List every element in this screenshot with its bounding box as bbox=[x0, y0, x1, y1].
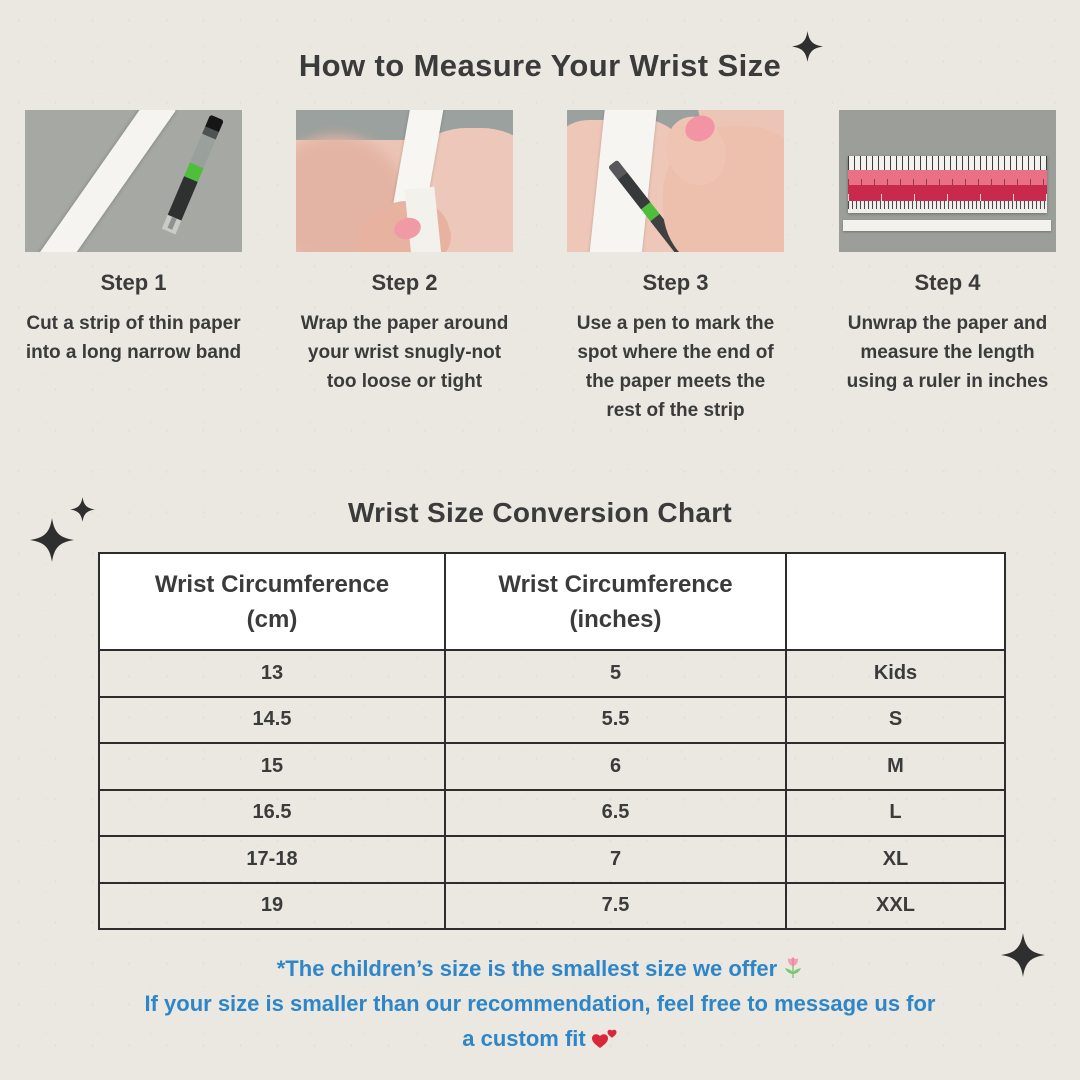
step-3 bbox=[567, 110, 784, 425]
page-title: How to Measure Your Wrist Size bbox=[298, 48, 782, 83]
cell-inches: 7.5 bbox=[445, 883, 786, 930]
footnote-line-3: a custom fit bbox=[0, 1021, 1080, 1056]
cell-inches: 7 bbox=[445, 836, 786, 883]
step2-label: Step 2 bbox=[371, 270, 438, 295]
paper-strip bbox=[843, 220, 1051, 231]
tulip-icon bbox=[783, 956, 803, 980]
paper-strip bbox=[36, 110, 175, 252]
step1-description: Cut a strip of thin paper into a long narrow band bbox=[25, 313, 242, 363]
cell-inches: 6.5 bbox=[445, 790, 786, 837]
sparkle-icon bbox=[792, 31, 823, 62]
header-cm: Wrist Circumference (cm) bbox=[99, 553, 445, 650]
pencil bbox=[157, 114, 224, 245]
table-row bbox=[99, 697, 1005, 744]
step3-label: Step 3 bbox=[642, 270, 709, 295]
cell-cm: 15 bbox=[99, 743, 445, 790]
cell-cm: 13 bbox=[99, 650, 445, 697]
header-inches: Wrist Circumference (inches) bbox=[445, 553, 786, 650]
cell-size: M bbox=[786, 743, 1005, 790]
step3-description: Use a pen to mark the spot where the end of the paper meets the rest of the strip bbox=[576, 313, 775, 421]
cell-cm: 17-18 bbox=[99, 836, 445, 883]
cell-size: Kids bbox=[786, 650, 1005, 697]
step4-photo bbox=[839, 110, 1056, 252]
cell-cm: 19 bbox=[99, 883, 445, 930]
cell-cm: 14.5 bbox=[99, 697, 445, 744]
ruler bbox=[848, 156, 1047, 213]
conversion-chart-title: Wrist Size Conversion Chart bbox=[347, 497, 733, 528]
step3-photo bbox=[567, 110, 784, 252]
conversion-table bbox=[98, 552, 1006, 930]
table-row bbox=[99, 650, 1005, 697]
cell-size: XXL bbox=[786, 883, 1005, 930]
cell-cm: 16.5 bbox=[99, 790, 445, 837]
step-2 bbox=[296, 110, 513, 396]
cell-size: L bbox=[786, 790, 1005, 837]
table-row bbox=[99, 743, 1005, 790]
sparkle-icon bbox=[1001, 933, 1045, 977]
footnote bbox=[0, 951, 1080, 1056]
table-row bbox=[99, 836, 1005, 883]
step4-description: Unwrap the paper and measure the length using a ruler in inches bbox=[846, 313, 1049, 392]
table-header-row bbox=[99, 553, 1005, 650]
step2-description: Wrap the paper around your wrist snugly-not too loose or tight bbox=[300, 313, 509, 392]
step4-label: Step 4 bbox=[914, 270, 981, 295]
table-row bbox=[99, 883, 1005, 930]
step2-photo bbox=[296, 110, 513, 252]
step-4 bbox=[839, 110, 1056, 396]
footnote-line-1: *The children’s size is the smallest size we offer bbox=[0, 951, 1080, 986]
cell-inches: 6 bbox=[445, 743, 786, 790]
footnote-line-2: If your size is smaller than our recommendation, feel free to message us for bbox=[144, 991, 936, 1016]
cell-size: S bbox=[786, 697, 1005, 744]
table-row bbox=[99, 790, 1005, 837]
cell-inches: 5.5 bbox=[445, 697, 786, 744]
cell-inches: 5 bbox=[445, 650, 786, 697]
step1-label: Step 1 bbox=[100, 270, 167, 295]
two-hearts-icon bbox=[592, 1028, 618, 1050]
step-1 bbox=[25, 110, 242, 367]
step1-photo bbox=[25, 110, 242, 252]
cell-size: XL bbox=[786, 836, 1005, 883]
header-size bbox=[786, 553, 1005, 650]
